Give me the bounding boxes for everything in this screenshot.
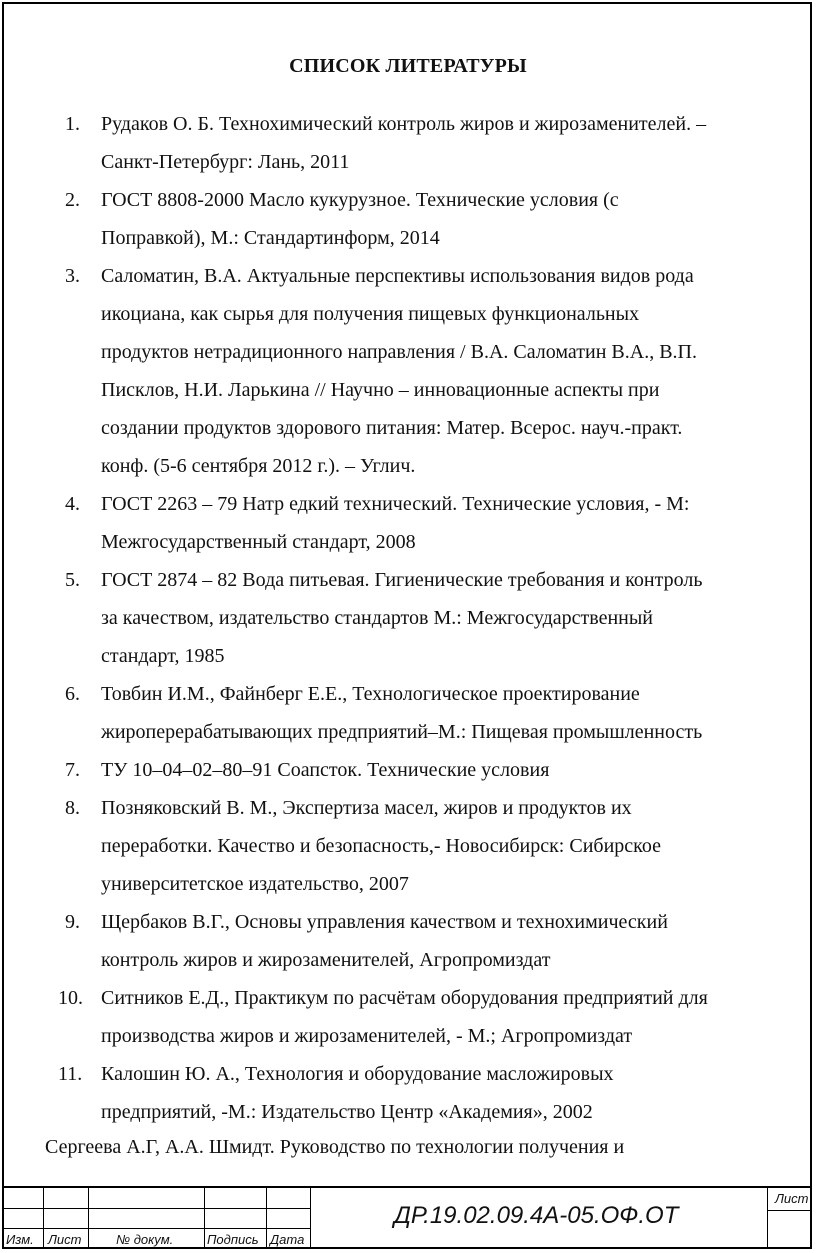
- reference-line: конф. (5-6 сентября 2012 г.). – Углич.: [101, 455, 416, 477]
- reference-number: 10.: [58, 987, 83, 1009]
- reference-item: [58, 105, 778, 181]
- stamp-divider: [767, 1210, 812, 1211]
- stamp-label-doc: № докум.: [116, 1232, 174, 1247]
- continuation-line: Сергеева А.Г, А.А. Шмидт. Руководство по технологии получения и: [45, 1136, 625, 1158]
- reference-line: жироперерабатывающих предприятий–М.: Пищевая промышленность: [101, 721, 703, 743]
- reference-line: производства жиров и жирозаменителей, - М.; Агропромиздат: [101, 1025, 633, 1047]
- reference-number: 6.: [65, 683, 80, 705]
- title-block: [2, 1186, 812, 1249]
- reference-line: ГОСТ 8808-2000 Масло кукурузное. Технические условия (с: [101, 189, 619, 211]
- reference-number: 11.: [58, 1063, 83, 1085]
- reference-item: [58, 181, 778, 257]
- reference-line: Калошин Ю. А., Технология и оборудование масложировых: [101, 1063, 614, 1085]
- reference-number: 2.: [65, 189, 80, 211]
- reference-line: контроль жиров и жирозаменителей, Агропромиздат: [101, 949, 551, 971]
- stamp-label-date: Дата: [270, 1232, 305, 1247]
- reference-list: [58, 105, 778, 1131]
- reference-line: Саломатин, В.А. Актуальные перспективы использования видов рода: [101, 265, 694, 287]
- reference-line: Поправкой), М.: Стандартинформ, 2014: [101, 227, 440, 249]
- document-code: ДР.19.02.09.4А-05.ОФ.ОТ: [394, 1202, 679, 1229]
- reference-item: [58, 485, 778, 561]
- stamp-divider: [2, 1228, 310, 1229]
- stamp-label-list: Лист: [48, 1232, 82, 1247]
- reference-line: Межгосударственный стандарт, 2008: [101, 531, 416, 553]
- reference-line: стандарт, 1985: [101, 645, 225, 667]
- reference-number: 8.: [65, 797, 80, 819]
- reference-line: университетское издательство, 2007: [101, 873, 409, 895]
- reference-line: икоциана, как сырья для получения пищевых функциональных: [101, 303, 640, 325]
- reference-item: [58, 751, 778, 789]
- reference-number: 9.: [65, 911, 80, 933]
- reference-line: Товбин И.М., Файнберг Е.Е., Технологическое проектирование: [101, 683, 640, 705]
- stamp-divider: [43, 1188, 44, 1249]
- reference-line: Рудаков О. Б. Технохимический контроль жиров и жирозаменителей. –: [101, 113, 707, 135]
- reference-line: ТУ 10‒04‒02‒80‒91 Соапсток. Технические условия: [101, 759, 550, 781]
- reference-item: [58, 675, 778, 751]
- reference-line: ГОСТ 2874 – 82 Вода питьевая. Гигиенические требования и контроль: [101, 569, 703, 591]
- stamp-label-sheet: Лист: [775, 1191, 809, 1206]
- stamp-divider: [88, 1188, 89, 1249]
- reference-item: [58, 789, 778, 903]
- reference-line: Позняковский В. М., Экспертиза масел, жиров и продуктов их: [101, 797, 632, 819]
- reference-line: Ситников Е.Д., Практикум по расчётам оборудования предприятий для: [101, 987, 708, 1009]
- reference-line: Писклов, Н.И. Ларькина // Научно – инновационные аспекты при: [101, 379, 660, 401]
- reference-number: 1.: [65, 113, 80, 135]
- reference-item: [58, 979, 778, 1055]
- reference-line: за качеством, издательство стандартов М.: Межгосударственный: [101, 607, 654, 629]
- stamp-label-sign: Подпись: [207, 1232, 259, 1247]
- stamp-divider: [767, 1188, 768, 1249]
- stamp-divider: [204, 1188, 205, 1249]
- reference-line: предприятий, -М.: Издательство Центр «Академия», 2002: [101, 1101, 593, 1123]
- reference-line: ГОСТ 2263 – 79 Натр едкий технический. Технические условия, - М:: [101, 493, 690, 515]
- reference-line: продуктов нетрадиционного направления / В.А. Саломатин В.А., В.П.: [101, 341, 697, 363]
- reference-number: 5.: [65, 569, 80, 591]
- reference-item: [58, 561, 778, 675]
- reference-line: создании продуктов здорового питания: Матер. Всерос. науч.-практ.: [101, 417, 683, 439]
- reference-number: 4.: [65, 493, 80, 515]
- stamp-label-izm: Изм.: [6, 1232, 34, 1247]
- reference-number: 3.: [65, 265, 80, 287]
- reference-number: 7.: [65, 759, 80, 781]
- reference-line: Санкт-Петербург: Лань, 2011: [101, 151, 350, 173]
- stamp-divider: [266, 1188, 267, 1249]
- reference-item: [58, 257, 778, 485]
- stamp-divider: [2, 1208, 310, 1209]
- reference-item: [58, 903, 778, 979]
- reference-item: [58, 1055, 778, 1131]
- stamp-divider: [310, 1188, 311, 1249]
- reference-line: переработки. Качество и безопасность,- Новосибирск: Сибирское: [101, 835, 661, 857]
- page-title: СПИСОК ЛИТЕРАТУРЫ: [289, 55, 527, 77]
- reference-line: Щербаков В.Г., Основы управления качеством и технохимический: [101, 911, 668, 933]
